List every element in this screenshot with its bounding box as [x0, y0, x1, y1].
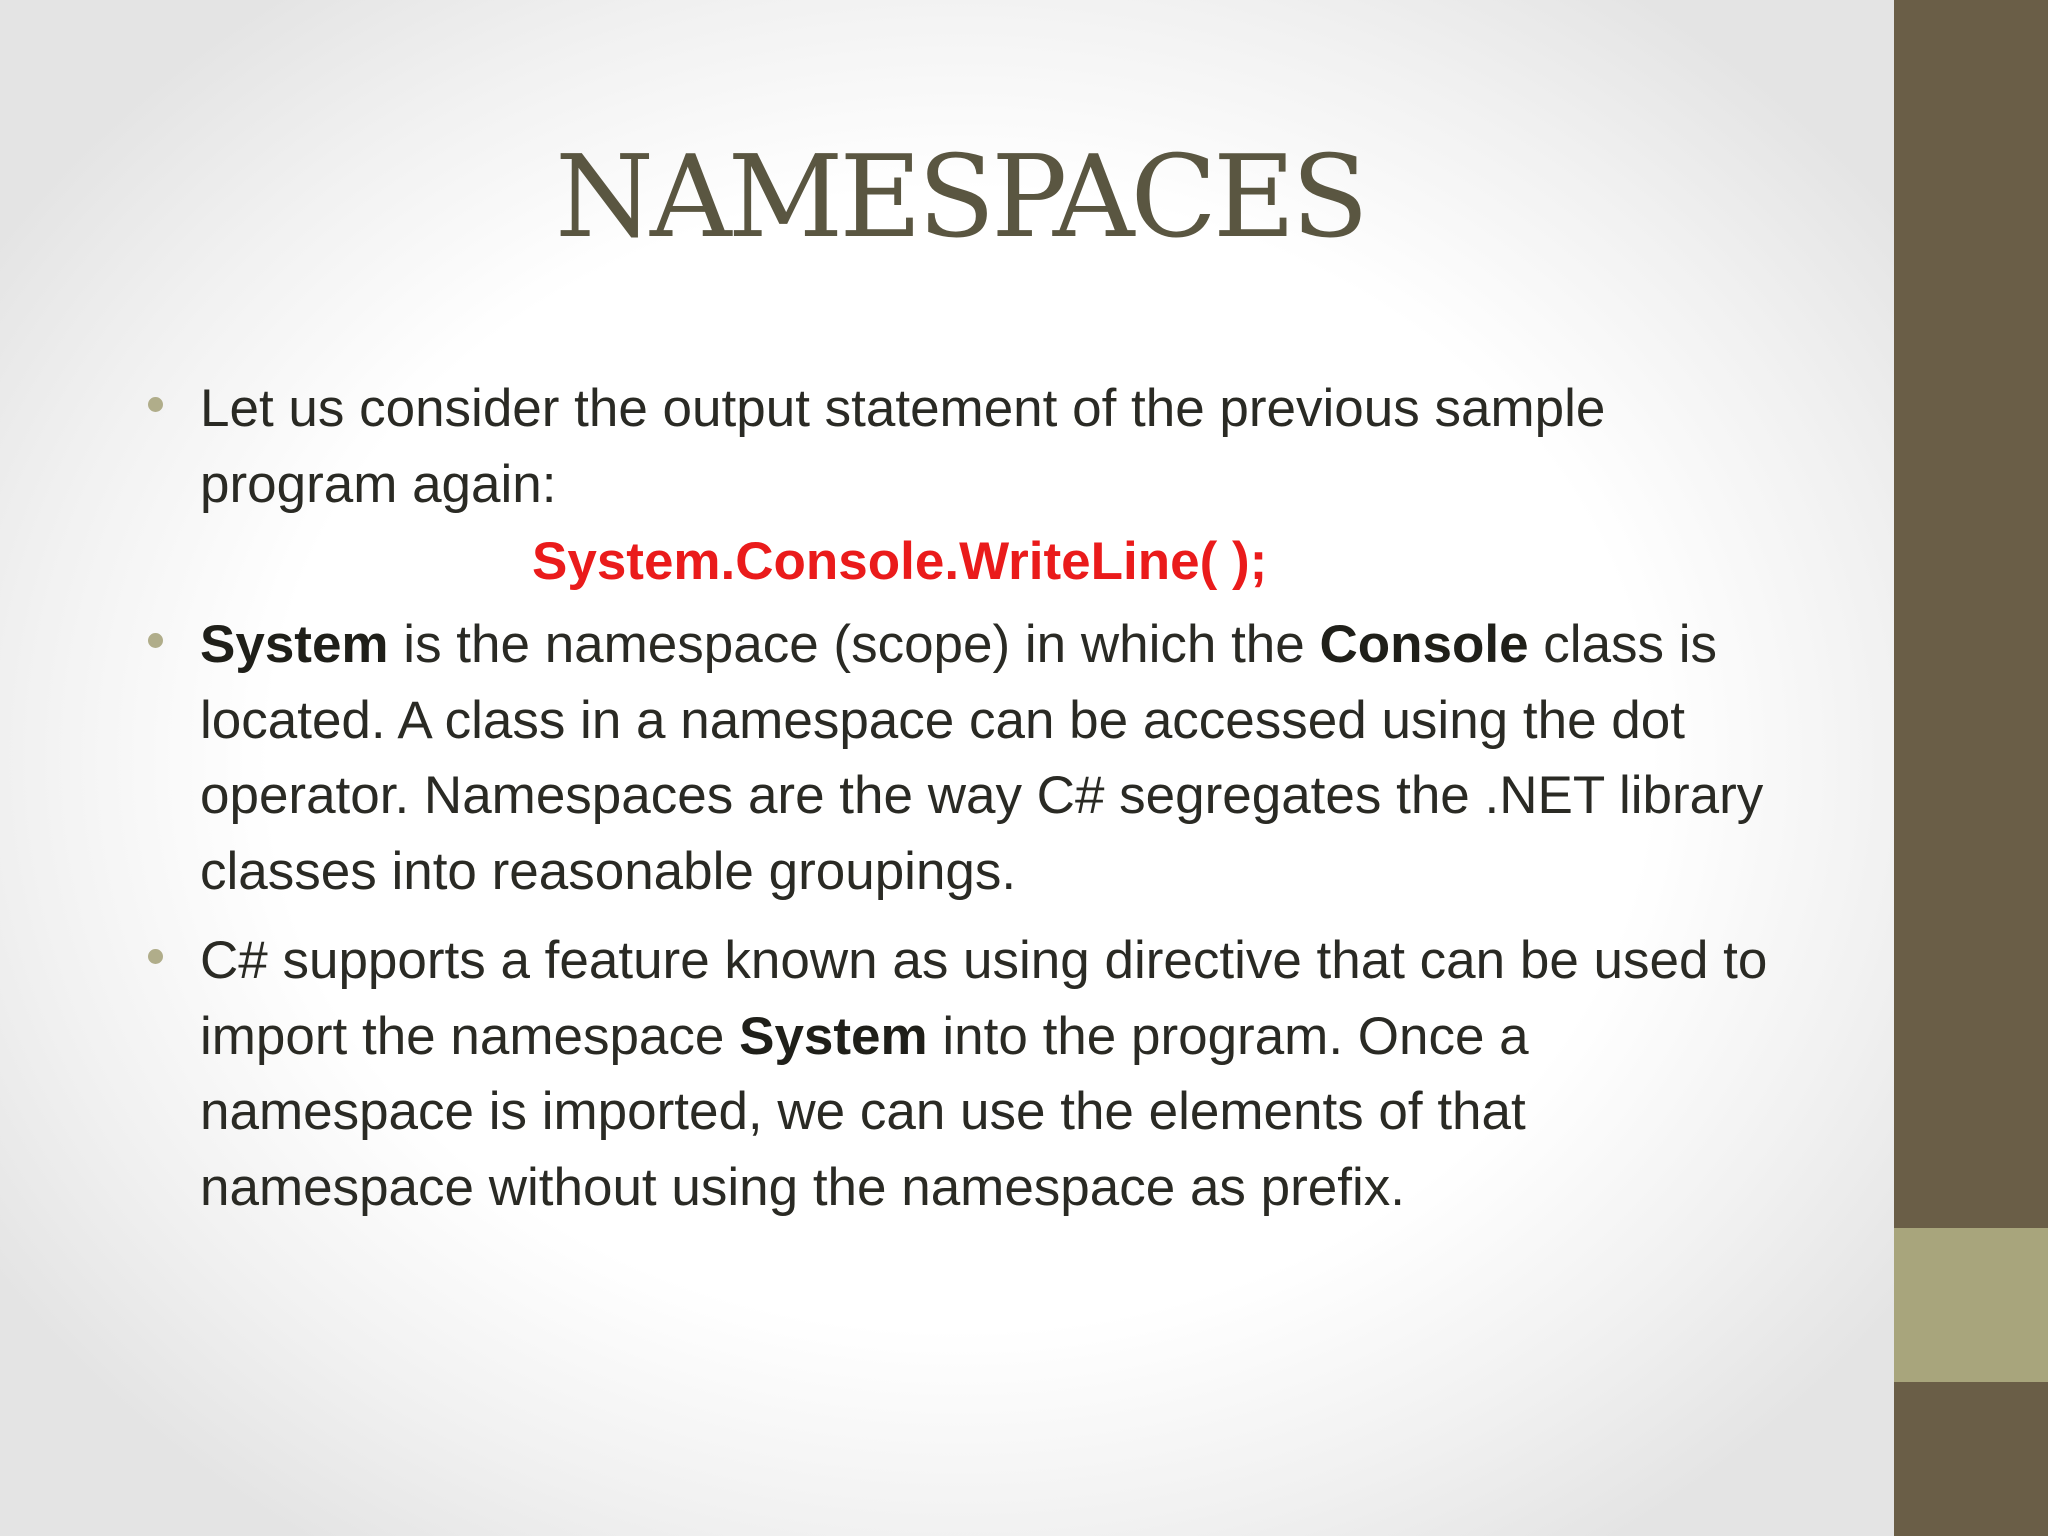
- bullet-text: class is located. A class in a namespace can be accessed using the dot operator. Namespaces are the way C# segregates the .NET library classes into reasonable groupings.: [200, 615, 1764, 901]
- slide-body: [200, 371, 1810, 1225]
- keyword-console: Console: [1319, 615, 1529, 674]
- bullet-text: Let us consider the output statement of the previous sample program again:: [200, 379, 1606, 514]
- bullet-item-3: [200, 923, 1810, 1225]
- bullet-text: C# supports a feature known as using directive that can be used to import the namespace: [200, 931, 1768, 1066]
- keyword-system: System: [739, 1006, 928, 1066]
- bullet-item-1: [200, 371, 1810, 522]
- code-example: System.Console.WriteLine( );: [532, 532, 1268, 591]
- bullet-item-2: [200, 607, 1810, 909]
- bullet-dot-icon: [148, 949, 163, 964]
- bullet-text: is the namespace (scope) in which the: [388, 615, 1320, 674]
- sidebar-accent-block: [1894, 1228, 2048, 1382]
- keyword-system: System: [200, 615, 389, 674]
- bullet-dot-icon: [148, 633, 163, 648]
- bullet-text: into the program. Once a namespace is imported, we can use the elements of that namespace without using the namespace as prefix.: [200, 1006, 1529, 1217]
- bullet-dot-icon: [148, 397, 163, 412]
- slide-title: NAMESPACES: [555, 131, 1365, 263]
